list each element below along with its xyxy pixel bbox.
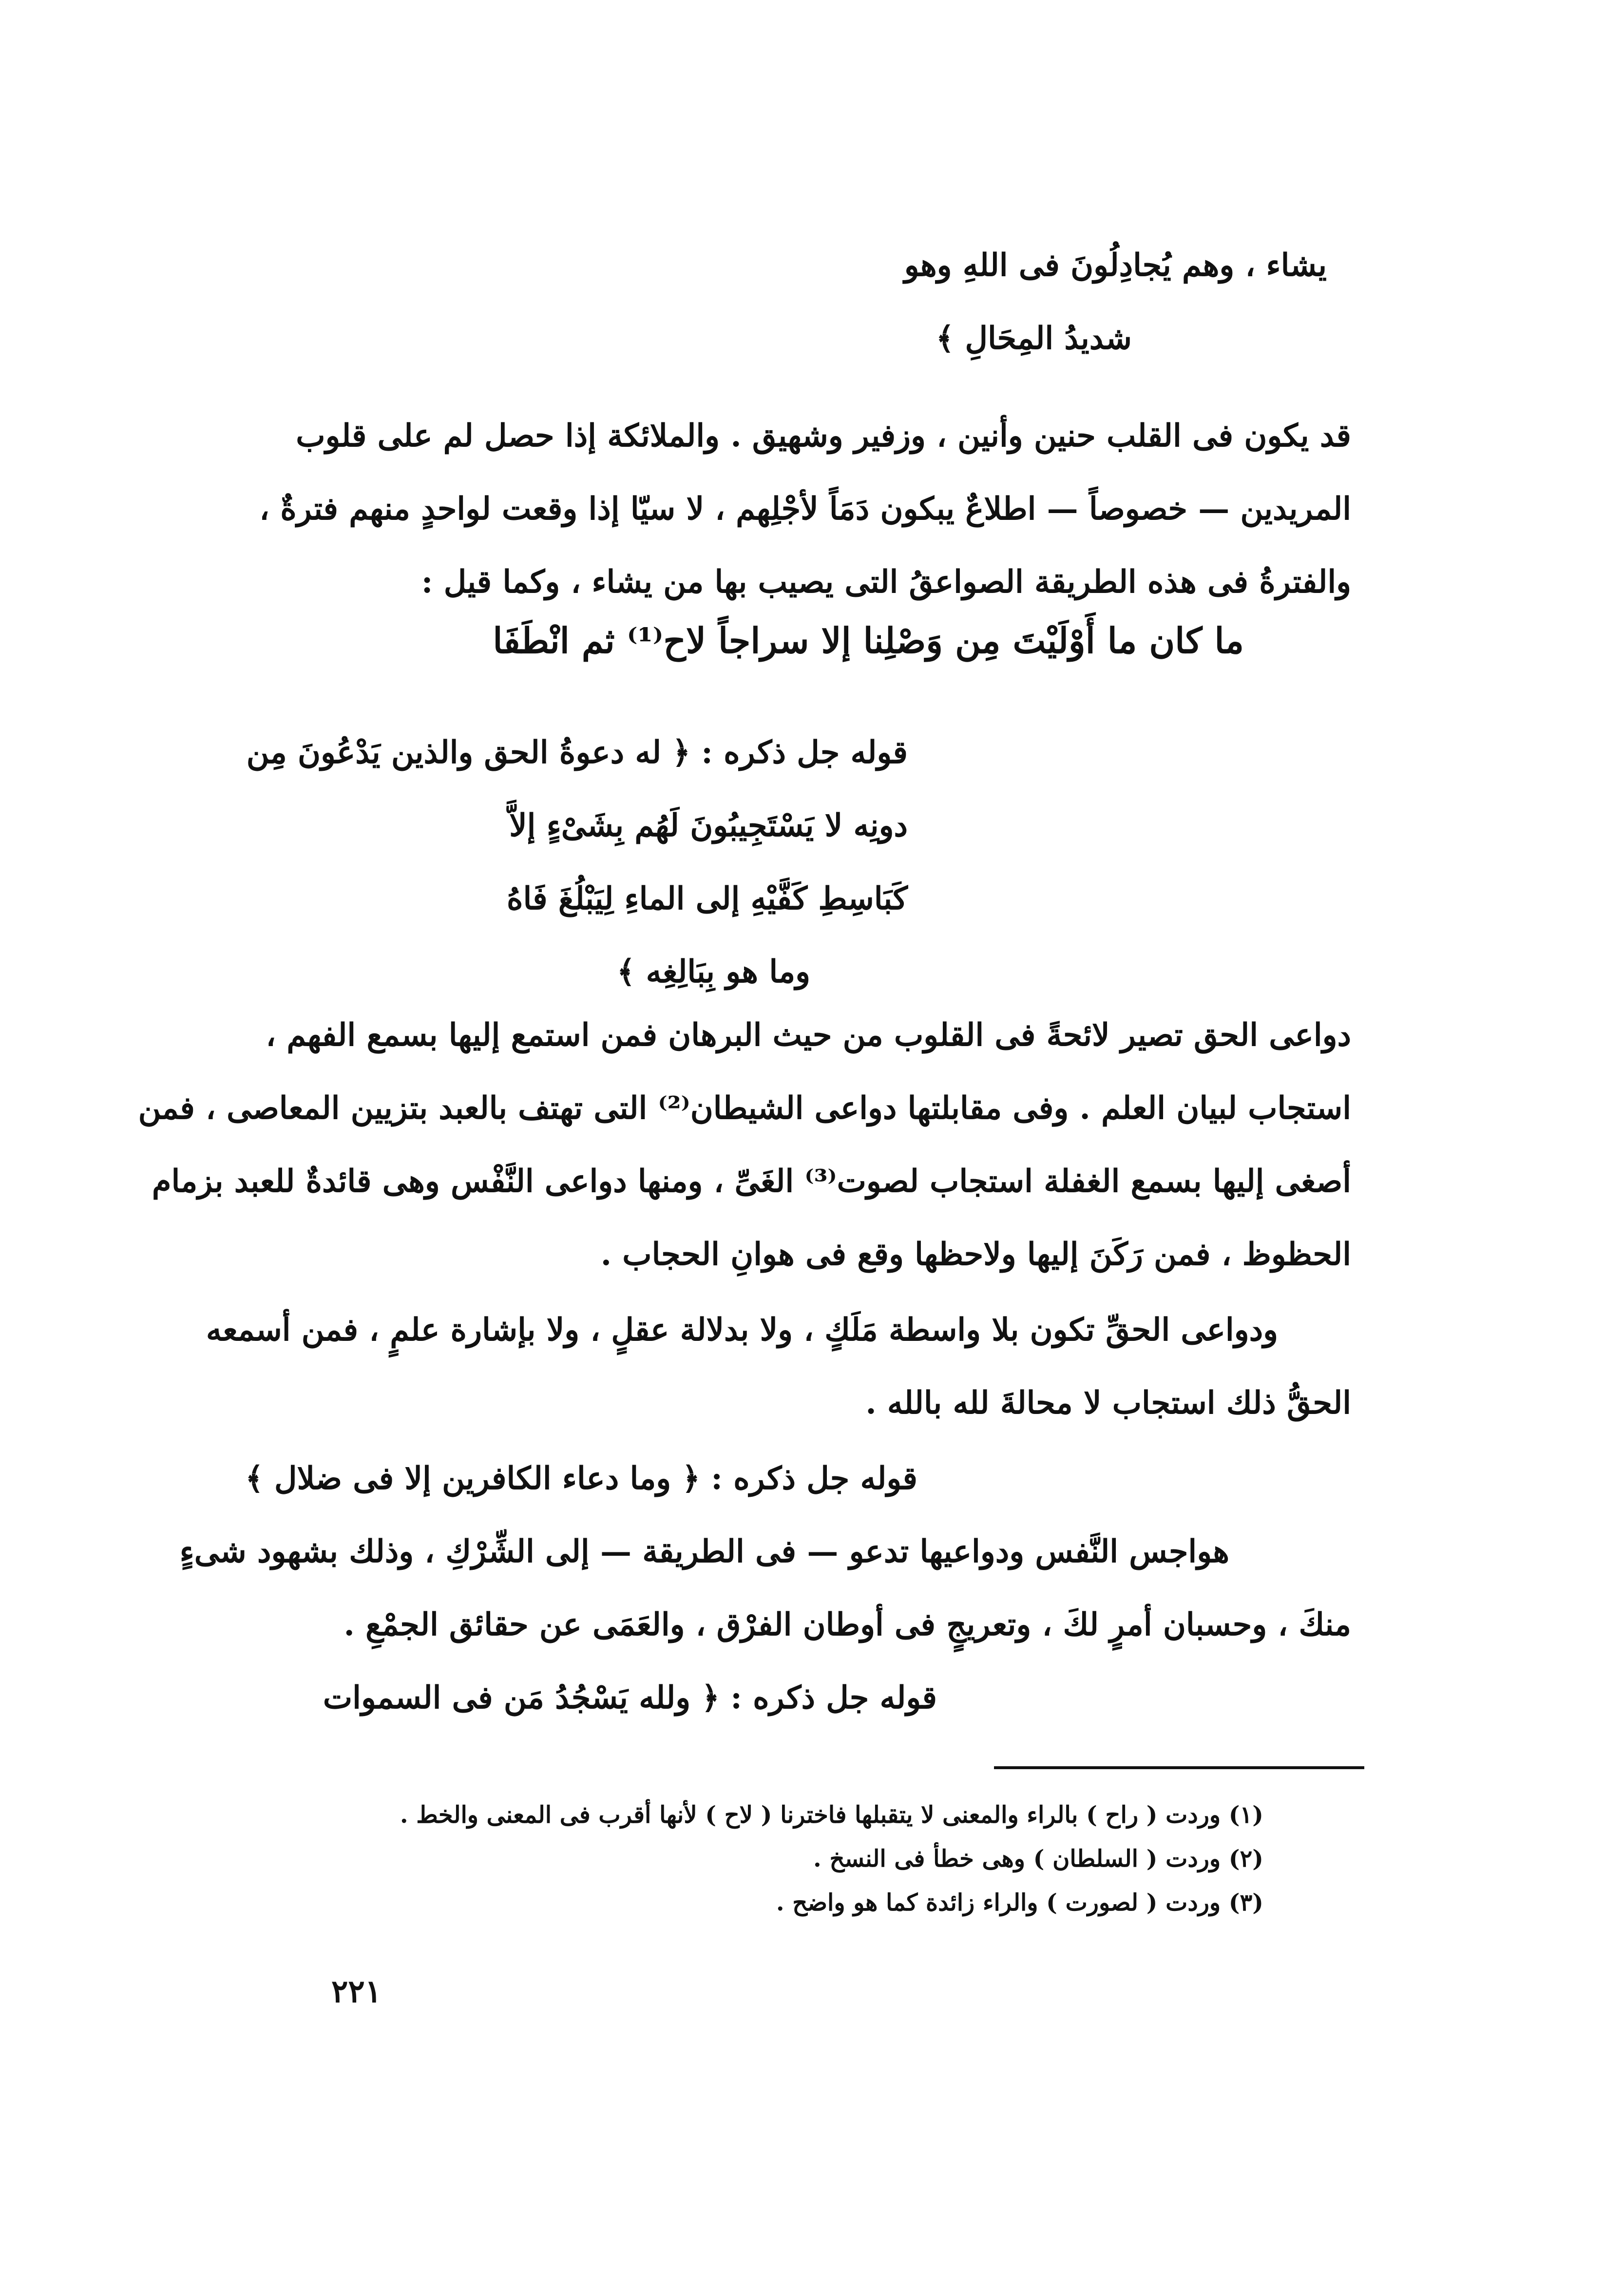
footnote: (١) وردت ( راح ) بالراء والمعنى لا يتقبلها فاخترنا ( لاح ) لأنها أقرب فى المعنى والخط . bbox=[400, 1801, 1263, 1829]
paragraph-line: استجاب لبيان العلم . وفى مقابلتها دواعى الشيطان⁽²⁾ التى تهتف بالعبد بتزيين المعاصى ، فمن bbox=[138, 1090, 1351, 1126]
paragraph-line: والفترةُ فى هذه الطريقة الصواعقُ التى يصيب بها من يشاء ، وكما قيل : bbox=[421, 564, 1351, 600]
verse-line: شديدُ المِحَالِ ﴾ bbox=[936, 320, 1132, 357]
footnote-divider bbox=[994, 1766, 1364, 1769]
paragraph-line: ودواعى الحقِّ تكون بلا واسطة مَلَكٍ ، ولا بدلالة عقلٍ ، ولا بإشارة علمٍ ، فمن أسمعه bbox=[206, 1312, 1278, 1348]
paragraph-line: منكَ ، وحسبان أمرٍ لكَ ، وتعريجٍ فى أوطان الفرْق ، والعَمَى عن حقائق الجمْعِ . bbox=[344, 1606, 1351, 1643]
paragraph-line: المريدين — خصوصاً — اطلاعٌ يبكون دَمَاً لأجْلِهم ، لا سيّا إذا وقعت لواحدٍ منهم فترةٌ ، bbox=[259, 491, 1351, 527]
footnote: (٢) وردت ( السلطان ) وهى خطأ فى النسخ . bbox=[813, 1845, 1263, 1872]
commentary-paragraph bbox=[259, 400, 1351, 619]
footnotes bbox=[400, 1793, 1263, 1925]
quran-verse bbox=[187, 1442, 917, 1515]
footnote: (٣) وردت ( لصورت ) والراء زائدة كما هو واضح . bbox=[776, 1889, 1263, 1916]
poem-verse bbox=[269, 604, 1244, 677]
quran-verse bbox=[226, 716, 908, 1009]
verse-line: كَبَاسِطِ كَفَّيْهِ إلى الماءِ لِيَبْلُغَ فَاهُ bbox=[506, 880, 908, 917]
quran-verse bbox=[279, 1661, 1351, 1735]
paragraph-line: دواعى الحق تصير لائحةً فى القلوب من حيث البرهان فمن استمع إليها بسمع الفهم ، bbox=[266, 1017, 1351, 1053]
page-number: ٢٢١ bbox=[331, 1973, 382, 2010]
commentary-paragraph bbox=[206, 1294, 1351, 1440]
verse-line: قوله جل ذكره : ﴿ له دعوةُ الحق والذين يَدْعُونَ مِن bbox=[246, 734, 908, 771]
commentary-paragraph bbox=[179, 1515, 1351, 1661]
verse-line: دونِه لا يَسْتَجِيبُونَ لَهُم بِشَىْءٍ إلاَّ bbox=[509, 807, 908, 844]
paragraph-line: الحظوظ ، فمن رَكَنَ إليها ولاحظها وقع فى هوانِ الحجاب . bbox=[600, 1236, 1351, 1273]
verse-line: قوله جل ذكره : ﴿ وما دعاء الكافرين إلا فى ضلال ﴾ bbox=[245, 1460, 917, 1497]
poem-line: ما كان ما أَوْلَيْتَ مِن وَصْلِنا إلا سراجاً لاح⁽¹⁾ ثم انْطَفَا bbox=[493, 620, 1244, 661]
quran-verse-continuation bbox=[255, 229, 1327, 375]
verse-line: وما هو بِبَالِغِه ﴾ bbox=[616, 954, 810, 990]
paragraph-line: أصغى إليها بسمع الغفلة استجاب لصوت⁽³⁾ الغَىِّ ، ومنها دواعى النَّفْس وهى قائدةٌ للعبد بزمام bbox=[152, 1163, 1351, 1200]
paragraph-line: قد يكون فى القلب حنين وأنين ، وزفير وشهيق . والملائكة إذا حصل لم على قلوب bbox=[296, 418, 1351, 454]
verse-line: يشاء ، وهم يُجادِلُونَ فى اللهِ وهو bbox=[904, 247, 1327, 284]
commentary-paragraph bbox=[138, 999, 1351, 1291]
paragraph-line: الحقُّ ذلك استجاب لا محالةَ لله بالله . bbox=[865, 1385, 1351, 1421]
verse-line: قوله جل ذكره : ﴿ ولله يَسْجُدُ مَن فى السموات bbox=[323, 1680, 937, 1716]
paragraph-line: هواجس النَّفس ودواعيها تدعو — فى الطريقة — إلى الشِّرْكِ ، وذلك بشهود شىءٍ bbox=[179, 1533, 1229, 1570]
